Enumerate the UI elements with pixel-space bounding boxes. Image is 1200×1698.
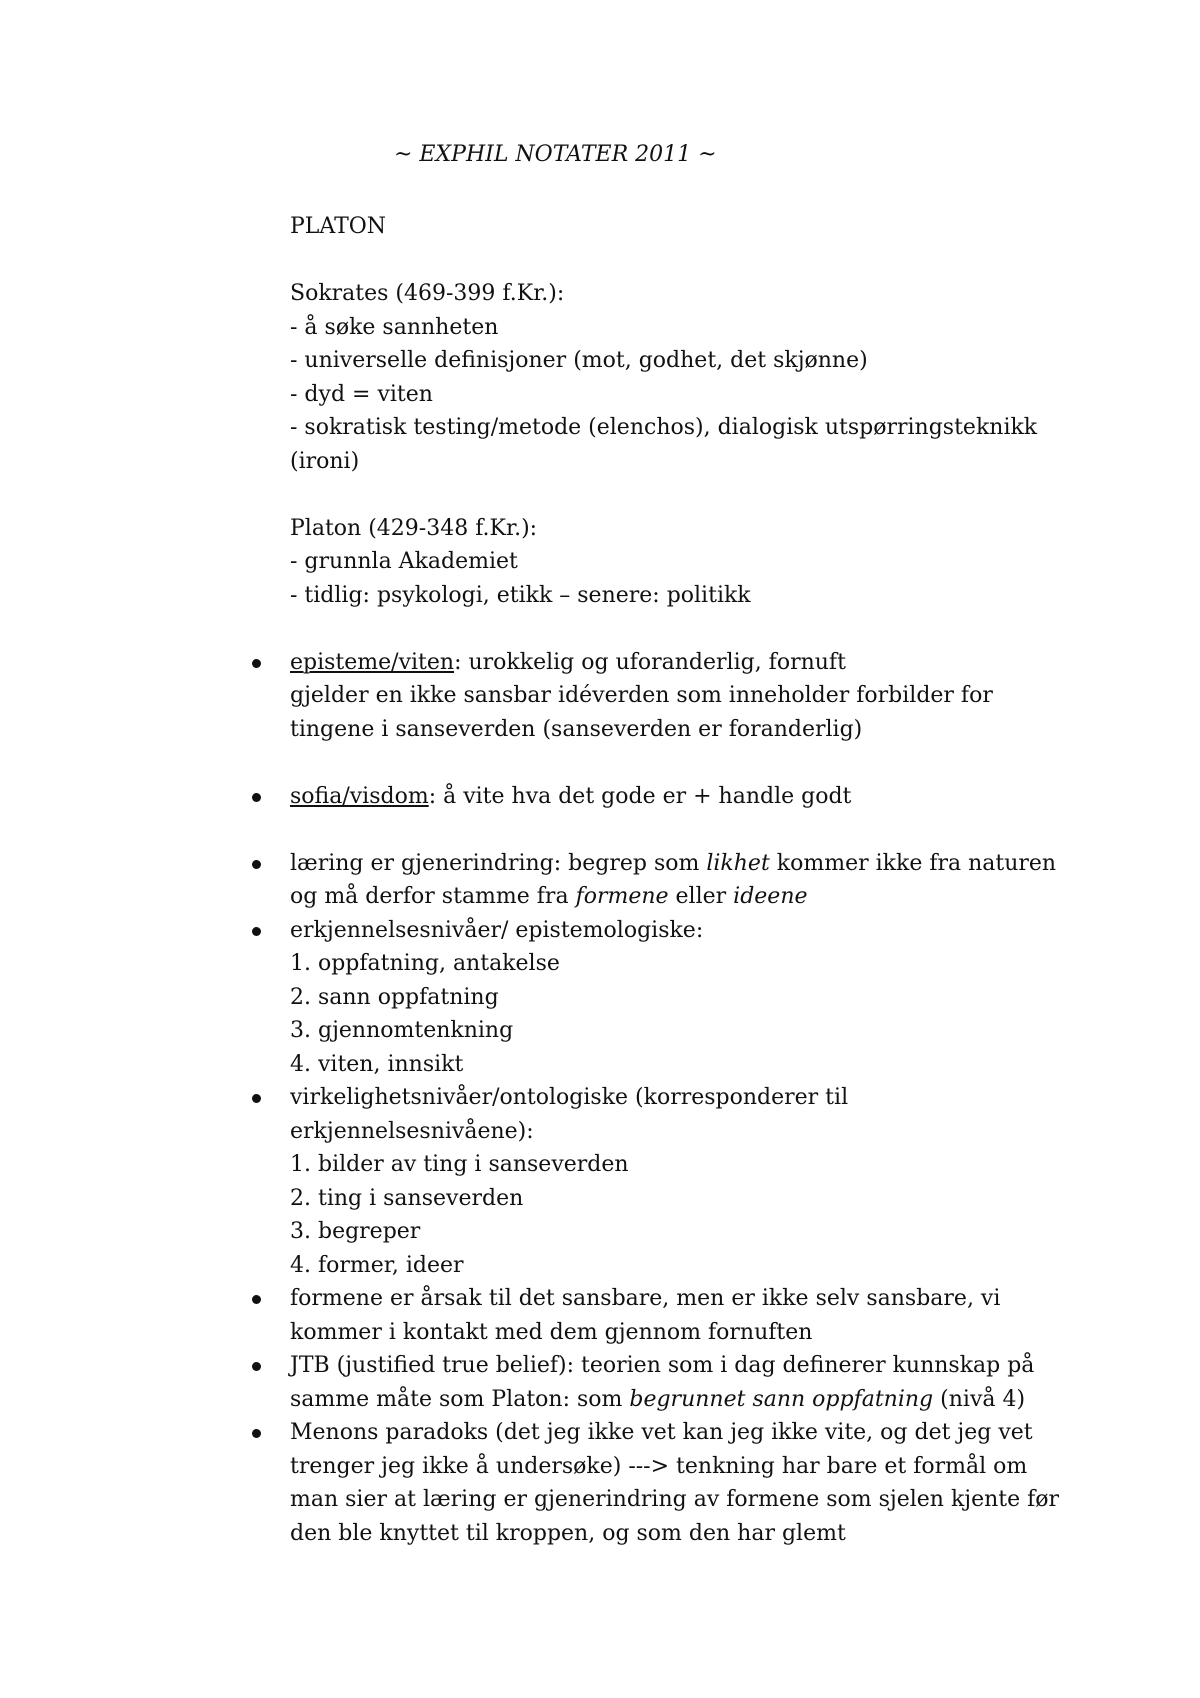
italic-term: likhet — [706, 850, 770, 876]
bullet-line: kommer i kontakt med dem gjennom fornuften — [290, 1319, 813, 1345]
bullet-line — [290, 847, 1090, 881]
sokrates-item: (ironi) — [290, 448, 360, 474]
term-episteme: episteme/viten — [290, 649, 455, 675]
bullet-episteme — [290, 646, 1090, 747]
bullet-line — [290, 780, 1090, 814]
sokrates-block — [290, 277, 1090, 478]
platon-header: Platon (429-348 f.Kr.): — [290, 515, 538, 541]
bullet-line: den ble knyttet til kroppen, og som den har glemt — [290, 1520, 846, 1546]
italic-term: begrunnet sann oppfatning — [629, 1386, 934, 1412]
bullet-line: erkjennelsesnivåene): — [290, 1118, 534, 1144]
spacer — [290, 478, 1090, 512]
bullet-line: trenger jeg ikke å undersøke) ---> tenkning har bare et formål om — [290, 1453, 1028, 1479]
numbered-item: 4. former, ideer — [290, 1252, 464, 1278]
bullet-line — [290, 646, 1090, 680]
bullet-line: formene er årsak til det sansbare, men er ikke selv sansbare, vi — [290, 1286, 1001, 1311]
sokrates-item: - sokratisk testing/metode (elenchos), dialogisk utspørringsteknikk — [290, 415, 1038, 440]
text-run: (nivå 4) — [933, 1386, 1026, 1412]
bullet-line: gjelder en ikke sansbar idéverden som inneholder forbilder for — [290, 683, 993, 708]
bullet-laering — [290, 847, 1090, 914]
episteme-text: : urokkelig og uforanderlig, fornuft — [454, 649, 846, 675]
bullet-line — [290, 880, 1090, 914]
document-title: ~ EXPHIL NOTATER 2011 ~ — [394, 142, 717, 167]
numbered-item: 2. sann oppfatning — [290, 984, 499, 1010]
document-body — [290, 210, 1090, 1550]
sokrates-header: Sokrates (469-399 f.Kr.): — [290, 281, 565, 306]
bullet-line: man sier at læring er gjenerindring av formene som sjelen kjente før — [290, 1487, 1060, 1512]
sokrates-item: - dyd = viten — [290, 381, 433, 407]
text-run: kommer ikke fra naturen — [769, 850, 1057, 876]
term-sofia: sofia/visdom — [290, 783, 429, 809]
spacer — [290, 244, 1090, 278]
text-run: og må derfor stamme fra — [290, 884, 576, 909]
platon-item: - grunnla Akademiet — [290, 549, 518, 574]
bullet-line — [290, 1383, 1090, 1417]
bullet-virkelighet — [290, 1081, 1090, 1282]
sofia-text: : å vite hva det gode er + handle godt — [428, 783, 852, 809]
platon-block — [290, 512, 1090, 613]
bullet-line: Menons paradoks (det jeg ikke vet kan jeg ikke vite, og det jeg vet — [290, 1420, 1033, 1445]
bullet-erkjennelse — [290, 914, 1090, 1082]
italic-term: ideene — [733, 884, 808, 909]
numbered-item: 1. bilder av ting i sanseverden — [290, 1152, 629, 1177]
bullet-menon — [290, 1416, 1090, 1550]
spacer — [290, 612, 1090, 646]
bullet-jtb — [290, 1349, 1090, 1416]
bullet-line: virkelighetsnivåer/ontologiske (korresponderer til — [290, 1085, 849, 1110]
numbered-item: 4. viten, innsikt — [290, 1051, 464, 1077]
bullet-line: erkjennelsesnivåer/ epistemologiske: — [290, 917, 704, 943]
bullet-line: tingene i sanseverden (sanseverden er foranderlig) — [290, 716, 863, 742]
text-run: samme måte som Platon: som — [290, 1386, 630, 1412]
numbered-item: 1. oppfatning, antakelse — [290, 951, 560, 976]
bullet-list — [290, 646, 1090, 1551]
sokrates-item: - å søke sannheten — [290, 314, 499, 340]
bullet-sofia — [290, 780, 1090, 814]
text-run: læring er gjenerindring: begrep som — [290, 850, 707, 876]
sokrates-item: - universelle definisjoner (mot, godhet, det skjønne) — [290, 348, 868, 373]
italic-term: formene — [575, 884, 669, 909]
numbered-item: 3. gjennomtenkning — [290, 1018, 514, 1043]
text-run: eller — [668, 884, 734, 909]
numbered-item: 2. ting i sanseverden — [290, 1185, 524, 1211]
bullet-formene — [290, 1282, 1090, 1349]
bullet-line: JTB (justified true belief): teorien som i dag definerer kunnskap på — [290, 1353, 1035, 1378]
platon-item: - tidlig: psykologi, etikk – senere: politikk — [290, 582, 751, 608]
numbered-item: 3. begreper — [290, 1219, 421, 1244]
section-heading-platon: PLATON — [290, 214, 387, 239]
